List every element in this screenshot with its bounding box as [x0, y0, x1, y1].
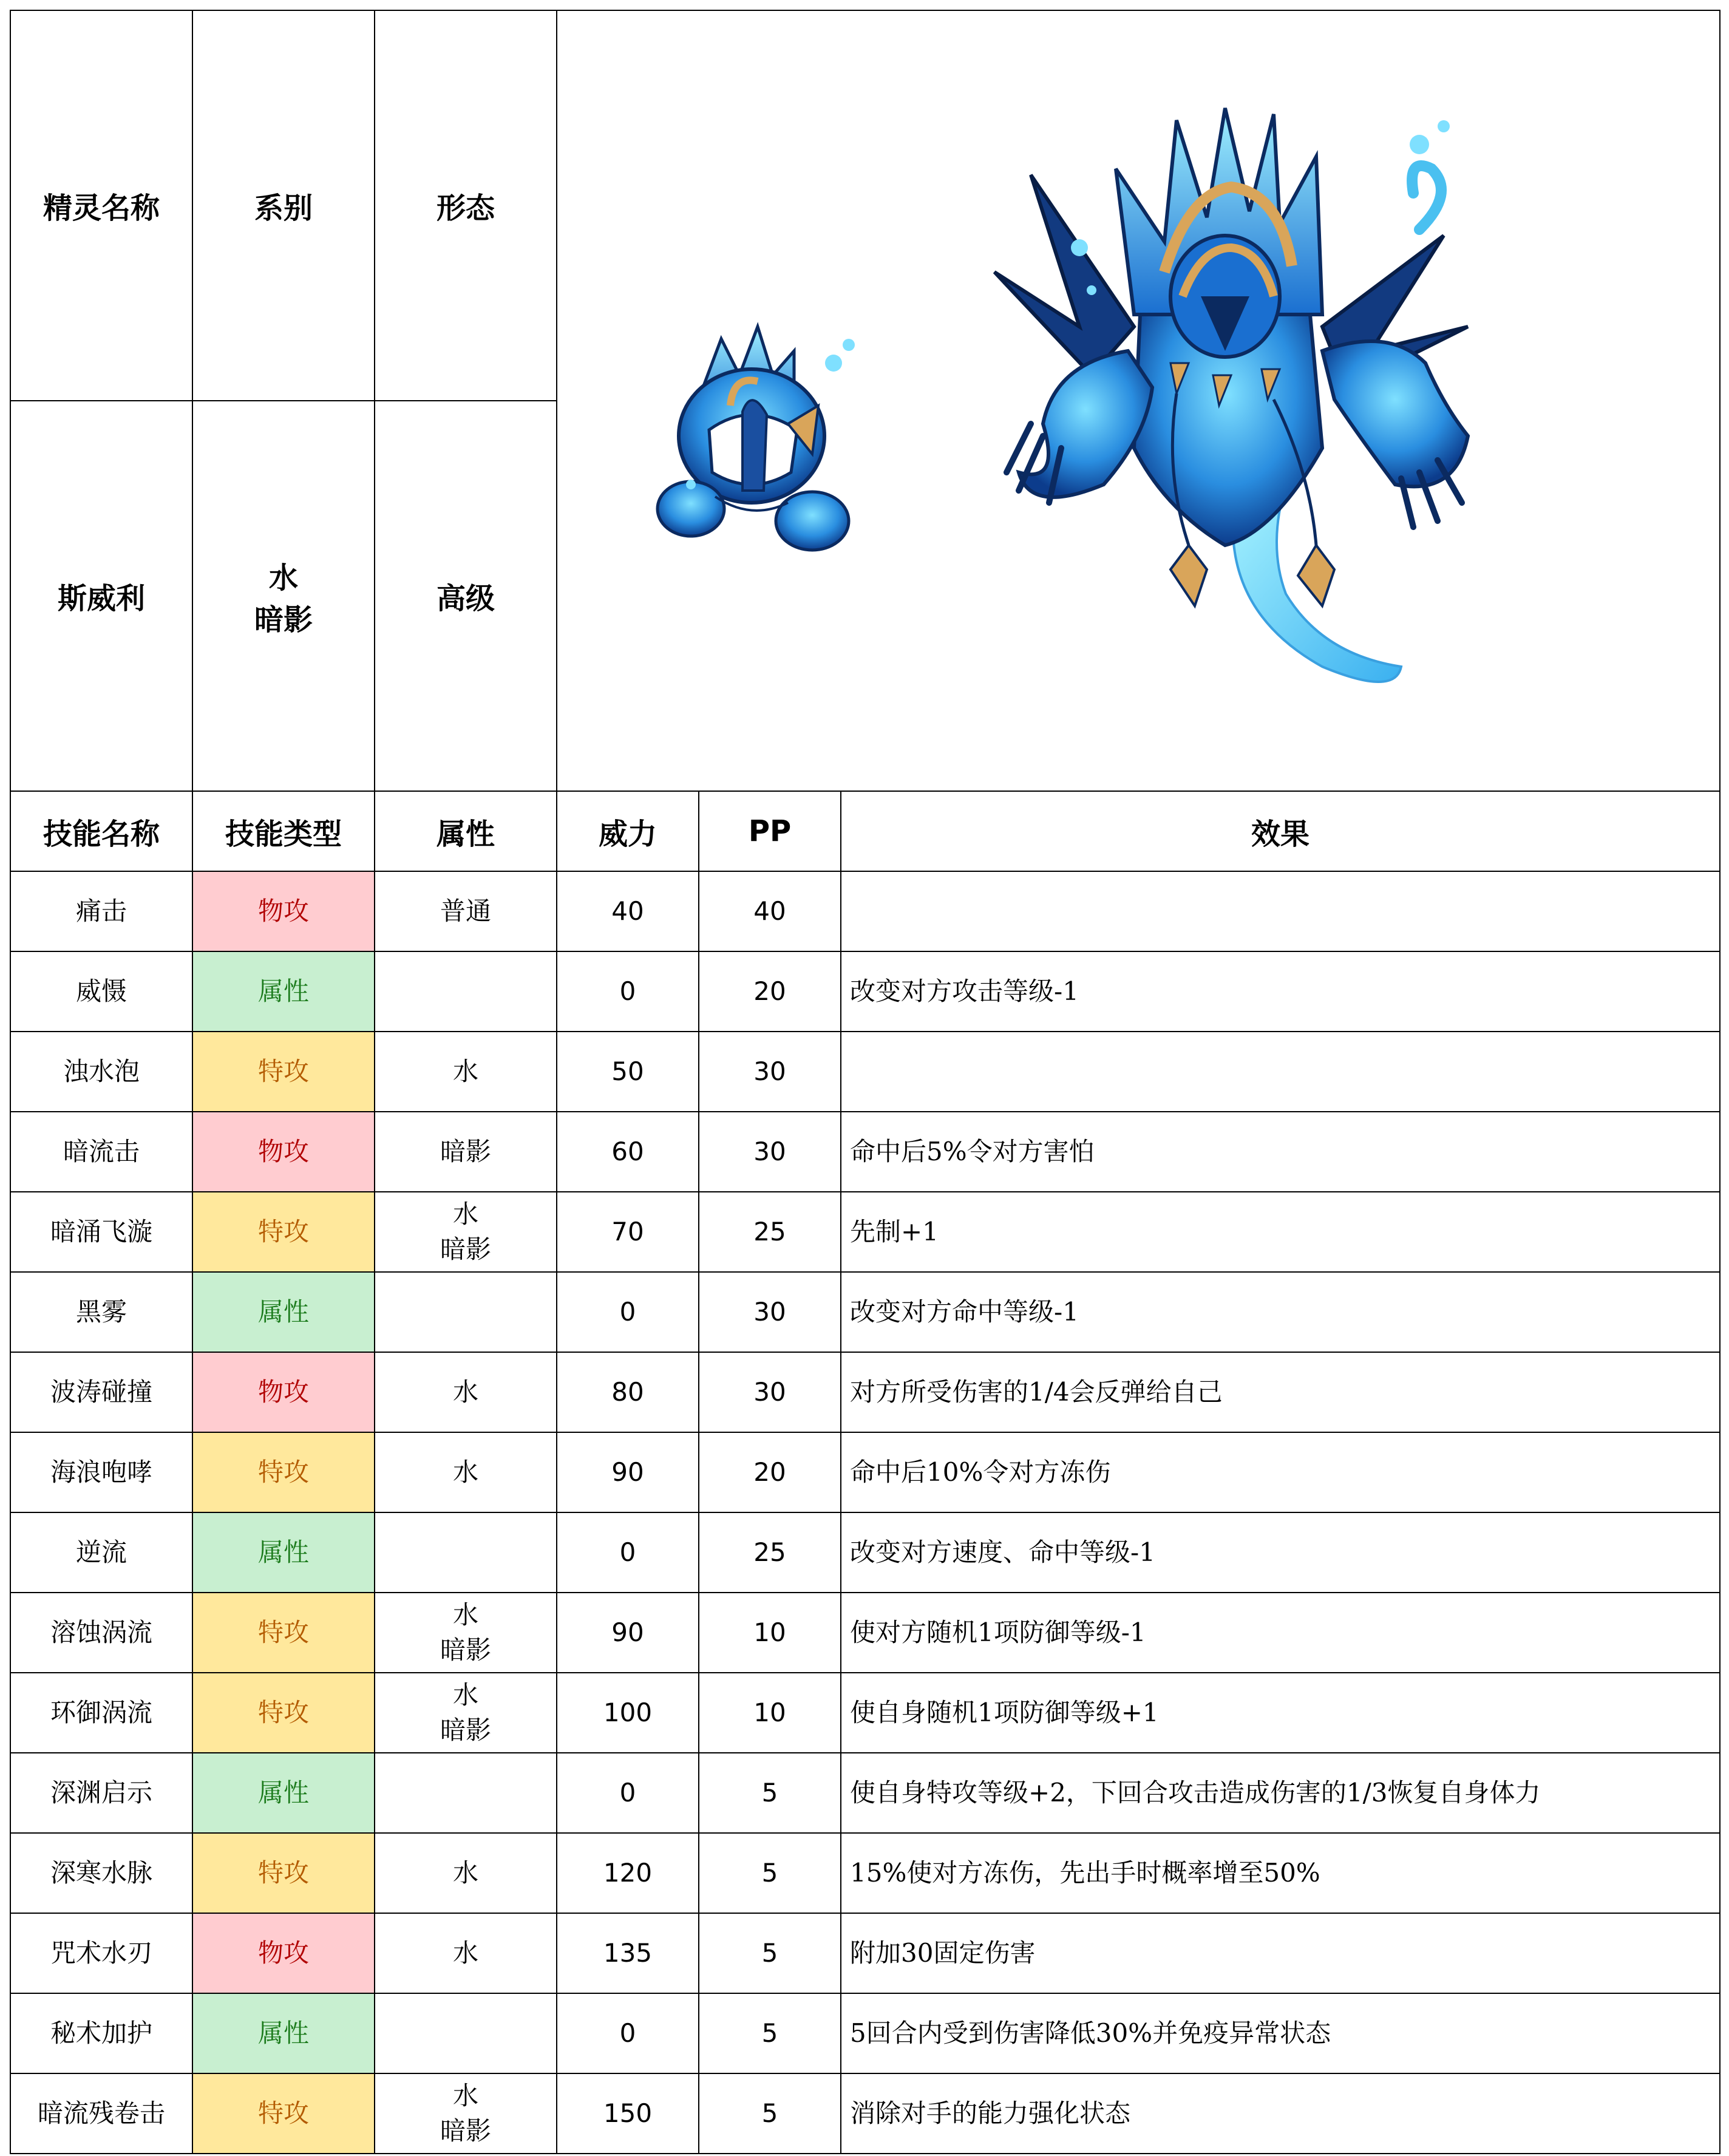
skill-effect: 使自身特攻等级+2，下回合攻击造成伤害的1/3恢复自身体力 — [841, 1753, 1720, 1833]
skill-type: 物攻 — [192, 1112, 375, 1192]
skill-name: 溶蚀涡流 — [10, 1593, 192, 1673]
skill-pp: 5 — [699, 1753, 841, 1833]
skill-pp: 20 — [699, 951, 841, 1032]
skill-attribute — [375, 1112, 557, 1192]
skill-name: 暗流残卷击 — [10, 2073, 192, 2154]
skill-pp: 5 — [699, 1993, 841, 2073]
skill-power: 0 — [557, 1993, 699, 2073]
element-label: 系别 — [192, 10, 375, 401]
skill-type: 特攻 — [192, 1833, 375, 1913]
skill-pp: 25 — [699, 1192, 841, 1272]
monster-element-secondary: 暗影 — [254, 602, 313, 637]
skill-row — [10, 1593, 1720, 1673]
skill-type: 属性 — [192, 1512, 375, 1593]
skill-row — [10, 1833, 1720, 1913]
col-attribute: 属性 — [375, 791, 557, 871]
skill-row — [10, 1993, 1720, 2073]
skill-effect: 改变对方攻击等级-1 — [841, 951, 1720, 1032]
skill-row — [10, 1512, 1720, 1593]
form-label: 形态 — [375, 10, 557, 401]
monster-artwork — [557, 10, 1720, 791]
skill-power: 90 — [557, 1432, 699, 1512]
skill-row — [10, 2073, 1720, 2154]
skill-power: 50 — [557, 1032, 699, 1112]
skill-power: 0 — [557, 951, 699, 1032]
skill-row — [10, 1272, 1720, 1352]
skill-sheet — [10, 10, 1721, 2154]
skill-attribute — [375, 1512, 557, 1593]
skill-effect: 对方所受伤害的1/4会反弹给自己 — [841, 1352, 1720, 1432]
skill-row — [10, 871, 1720, 951]
skill-effect: 改变对方命中等级-1 — [841, 1272, 1720, 1352]
skill-attribute — [375, 1833, 557, 1913]
skills-header-row — [10, 791, 1720, 871]
skill-type: 属性 — [192, 951, 375, 1032]
large-creature — [994, 108, 1468, 682]
skill-attribute — [375, 951, 557, 1032]
skill-row — [10, 1112, 1720, 1192]
col-pp: PP — [699, 791, 841, 871]
skill-pp: 40 — [699, 871, 841, 951]
skill-power: 60 — [557, 1112, 699, 1192]
skill-type: 物攻 — [192, 1352, 375, 1432]
skill-power: 40 — [557, 871, 699, 951]
skill-row — [10, 1032, 1720, 1112]
skill-attribute — [375, 2073, 557, 2154]
col-power: 威力 — [557, 791, 699, 871]
skill-name: 黑雾 — [10, 1272, 192, 1352]
monster-form: 高级 — [375, 401, 557, 791]
skill-pp: 5 — [699, 1833, 841, 1913]
skill-attribute-item: 暗影 — [440, 1635, 491, 1665]
skill-power: 120 — [557, 1833, 699, 1913]
skill-effect: 改变对方速度、命中等级-1 — [841, 1512, 1720, 1593]
skill-attribute-item: 水 — [452, 1858, 478, 1888]
monster-artwork-svg — [557, 11, 1720, 790]
col-skill-name: 技能名称 — [10, 791, 192, 871]
skill-type: 特攻 — [192, 1032, 375, 1112]
skill-name: 深寒水脉 — [10, 1833, 192, 1913]
skill-attribute-item: 水 — [452, 1600, 478, 1630]
skill-attribute — [375, 1593, 557, 1673]
skill-attribute — [375, 1432, 557, 1512]
skill-pp: 25 — [699, 1512, 841, 1593]
small-creature — [657, 327, 855, 550]
skill-effect: 使对方随机1项防御等级-1 — [841, 1593, 1720, 1673]
skill-attribute — [375, 1913, 557, 1993]
skill-power: 70 — [557, 1192, 699, 1272]
skill-effect: 命中后10%令对方冻伤 — [841, 1432, 1720, 1512]
skill-effect: 命中后5%令对方害怕 — [841, 1112, 1720, 1192]
col-effect: 效果 — [841, 791, 1720, 871]
skill-attribute — [375, 1032, 557, 1112]
skill-pp: 10 — [699, 1673, 841, 1753]
skill-effect: 先制+1 — [841, 1192, 1720, 1272]
skill-power: 80 — [557, 1352, 699, 1432]
skill-effect: 附加30固定伤害 — [841, 1913, 1720, 1993]
name-label: 精灵名称 — [10, 10, 192, 401]
skill-effect: 15%使对方冻伤，先出手时概率增至50% — [841, 1833, 1720, 1913]
skill-attribute — [375, 871, 557, 951]
monster-element — [192, 401, 375, 791]
skill-name: 波涛碰撞 — [10, 1352, 192, 1432]
monster-element-primary: 水 — [268, 560, 298, 595]
skill-name: 咒术水刃 — [10, 1913, 192, 1993]
skill-pp: 5 — [699, 1913, 841, 1993]
skill-name: 痛击 — [10, 871, 192, 951]
skill-power: 150 — [557, 2073, 699, 2154]
skill-pp: 30 — [699, 1352, 841, 1432]
skill-name: 秘术加护 — [10, 1993, 192, 2073]
skill-row — [10, 1673, 1720, 1753]
skill-power: 100 — [557, 1673, 699, 1753]
skill-type: 特攻 — [192, 2073, 375, 2154]
skill-type: 属性 — [192, 1993, 375, 2073]
skill-pp: 10 — [699, 1593, 841, 1673]
skill-attribute-item: 暗影 — [440, 1137, 491, 1166]
skill-attribute — [375, 1753, 557, 1833]
skill-type: 特攻 — [192, 1673, 375, 1753]
skill-name: 浊水泡 — [10, 1032, 192, 1112]
skill-power: 135 — [557, 1913, 699, 1993]
skill-name: 威慑 — [10, 951, 192, 1032]
skill-name: 暗涌飞漩 — [10, 1192, 192, 1272]
skill-attribute-item: 水 — [452, 2081, 478, 2110]
skill-row — [10, 1192, 1720, 1272]
skill-attribute-item: 水 — [452, 1680, 478, 1710]
skill-effect — [841, 871, 1720, 951]
skill-attribute-item: 水 — [452, 1056, 478, 1086]
skill-pp: 30 — [699, 1272, 841, 1352]
skill-power: 0 — [557, 1512, 699, 1593]
skill-name: 深渊启示 — [10, 1753, 192, 1833]
skill-row — [10, 1753, 1720, 1833]
skill-row — [10, 1913, 1720, 1993]
skill-type: 物攻 — [192, 1913, 375, 1993]
skill-type: 属性 — [192, 1753, 375, 1833]
skill-name: 海浪咆哮 — [10, 1432, 192, 1512]
skill-pp: 5 — [699, 2073, 841, 2154]
skill-attribute — [375, 1352, 557, 1432]
monster-name: 斯威利 — [10, 401, 192, 791]
skill-attribute — [375, 1272, 557, 1352]
skill-attribute-item: 水 — [452, 1377, 478, 1407]
skill-attribute-item: 暗影 — [440, 1715, 491, 1745]
skill-pp: 30 — [699, 1032, 841, 1112]
skill-name: 环御涡流 — [10, 1673, 192, 1753]
skill-effect: 消除对手的能力强化状态 — [841, 2073, 1720, 2154]
skill-attribute-item: 普通 — [440, 896, 491, 926]
skill-row — [10, 1352, 1720, 1432]
skill-pp: 30 — [699, 1112, 841, 1192]
skill-type: 物攻 — [192, 871, 375, 951]
skill-name: 逆流 — [10, 1512, 192, 1593]
skill-type: 特攻 — [192, 1432, 375, 1512]
skill-attribute — [375, 1673, 557, 1753]
skill-attribute-item: 水 — [452, 1199, 478, 1229]
skill-attribute — [375, 1993, 557, 2073]
skill-power: 90 — [557, 1593, 699, 1673]
skill-type: 属性 — [192, 1272, 375, 1352]
skill-effect: 使自身随机1项防御等级+1 — [841, 1673, 1720, 1753]
skill-power: 0 — [557, 1272, 699, 1352]
skill-attribute-item: 暗影 — [440, 2116, 491, 2146]
col-skill-type: 技能类型 — [192, 791, 375, 871]
skill-row — [10, 1432, 1720, 1512]
skill-attribute-item: 水 — [452, 1938, 478, 1968]
skill-type: 特攻 — [192, 1593, 375, 1673]
skill-attribute — [375, 1192, 557, 1272]
skill-attribute-item: 暗影 — [440, 1234, 491, 1264]
skill-name: 暗流击 — [10, 1112, 192, 1192]
skill-effect: 5回合内受到伤害降低30%并免疫异常状态 — [841, 1993, 1720, 2073]
skill-effect — [841, 1032, 1720, 1112]
skill-pp: 20 — [699, 1432, 841, 1512]
skill-row — [10, 951, 1720, 1032]
skill-type: 特攻 — [192, 1192, 375, 1272]
skill-attribute-item: 水 — [452, 1457, 478, 1487]
skill-power: 0 — [557, 1753, 699, 1833]
